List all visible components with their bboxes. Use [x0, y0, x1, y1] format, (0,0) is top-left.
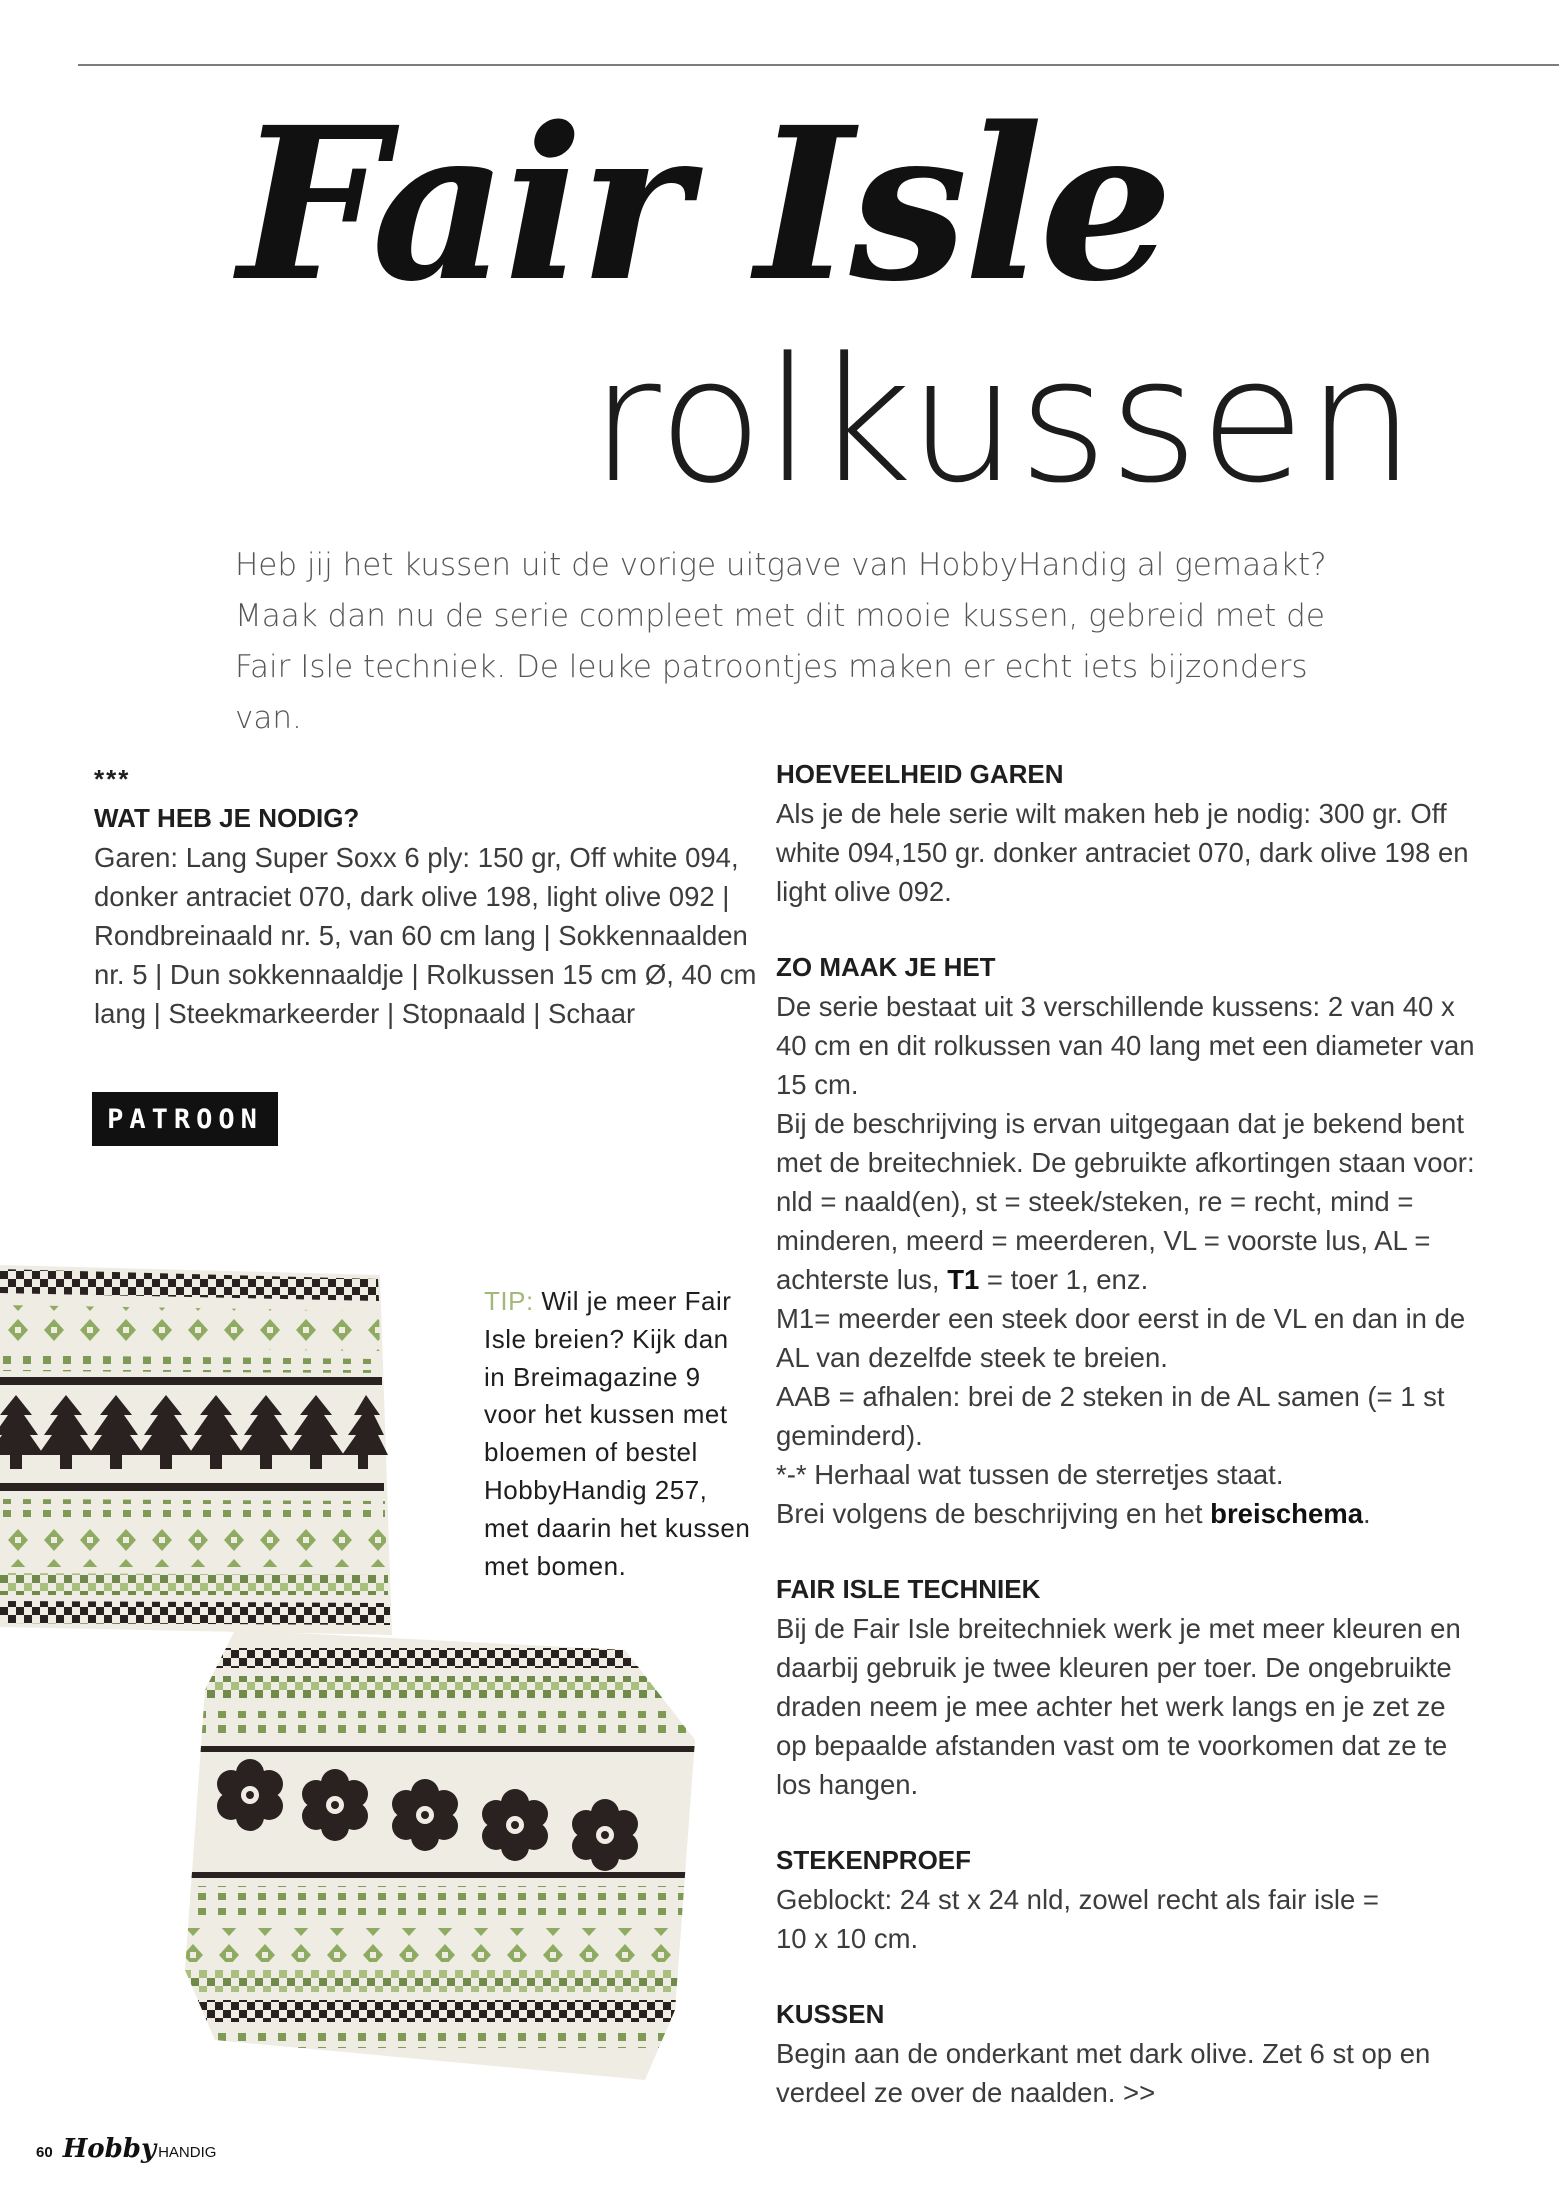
section-kussen	[776, 1995, 1476, 2112]
tip-text: Wil je meer Fair Isle breien? Kijk dan in Breimagazine 9 voor het kussen met bloemen of bestel HobbyHandig 257, met daarin het kussen met bomen.	[484, 1286, 751, 1581]
maak-p4: AAB = afhalen: brei de 2 steken in de AL samen (= 1 st geminderd).	[776, 1381, 1445, 1451]
pillow-flowers-photo	[175, 1610, 705, 2110]
intro-paragraph: Heb jij het kussen uit de vorige uitgave van HobbyHandig al gemaakt? Maak dan nu de serie compleet met dit mooie kussen, gebreid met de Fair Isle techniek. De leuke patroontjes maken er echt iets bijzonders van.	[235, 547, 1327, 736]
maak-p2-text: Bij de beschrijving is ervan uitgegaan dat je bekend bent met de breitechniek. De gebruikte afkortingen staan voor: nld = naald(en), st = steek/steken, re = recht, mind = minderen, meerd = meerderen, VL = voorste lus, AL = achterste lus,	[776, 1108, 1475, 1295]
maak-p2	[776, 1104, 1476, 1299]
page-footer	[36, 2134, 216, 2164]
title-script: Fair Isle	[238, 81, 1170, 328]
title-subtitle: rolkussen	[590, 320, 1417, 521]
maak-p2-end: = toer 1, enz.	[979, 1264, 1149, 1295]
page-number: 60	[36, 2144, 53, 2161]
proef-line1: Geblockt: 24 st x 24 nld, zowel recht als fair isle =	[776, 1884, 1379, 1915]
maak-heading: ZO MAAK JE HET	[776, 952, 996, 982]
maak-p5: *-* Herhaal wat tussen de sterretjes staat.	[776, 1459, 1284, 1490]
garen-heading: HOEVEELHEID GAREN	[776, 759, 1064, 789]
section-zo-maak	[776, 948, 1476, 1533]
brand-logo-script: Hobby	[62, 2134, 157, 2164]
proef-line2: 10 x 10 cm.	[776, 1923, 919, 1954]
brand-logo-small: HANDIG	[158, 2144, 217, 2161]
right-column	[776, 755, 1476, 2149]
difficulty-rating: ***	[94, 764, 131, 794]
kussen-heading: KUSSEN	[776, 1999, 885, 2029]
kussen-text: Begin aan de onderkant met dark olive. Zet 6 st op en verdeel ze over de naalden. >>	[776, 2038, 1431, 2108]
needs-heading: WAT HEB JE NODIG?	[94, 803, 360, 833]
maak-p3: M1= meerder een steek door eerst in de VL en dan in de AL van dezelfde steek te breien.	[776, 1303, 1466, 1373]
pillow-trees-photo	[0, 1255, 400, 1655]
fair-heading: FAIR ISLE TECHNIEK	[776, 1574, 1041, 1604]
top-rule	[78, 64, 1559, 66]
section-garen	[776, 755, 1476, 911]
tip-box	[484, 1283, 754, 1585]
section-stekenproef	[776, 1841, 1476, 1958]
maak-p6	[776, 1494, 1476, 1533]
garen-text: Als je de hele serie wilt maken heb je nodig: 300 gr. Off white 094,150 gr. donker antraciet 070, dark olive 198 en light olive 092.	[776, 798, 1469, 907]
maak-p2-bold: T1	[947, 1264, 980, 1295]
maak-p1: De serie bestaat uit 3 verschillende kussens: 2 van 40 x 40 cm en dit rolkussen van 40 lang met een diameter van 15 cm.	[776, 991, 1475, 1100]
maak-p6-bold: breischema	[1210, 1498, 1364, 1529]
tip-label: TIP:	[484, 1286, 534, 1316]
maak-p6-end: .	[1363, 1498, 1371, 1529]
maak-p6-text: Brei volgens de beschrijving en het	[776, 1498, 1211, 1529]
section-fair-isle	[776, 1570, 1476, 1804]
left-column	[94, 760, 764, 1033]
proef-heading: STEKENPROEF	[776, 1845, 972, 1875]
patroon-label: PATROON	[92, 1092, 278, 1146]
fair-text: Bij de Fair Isle breitechniek werk je met meer kleuren en daarbij gebruik je twee kleuren per toer. De ongebruikte draden neem je mee achter het werk langs en je zet ze op bepaalde afstanden vast om te voorkomen dat ze te los hangen.	[776, 1613, 1461, 1800]
needs-text: Garen: Lang Super Soxx 6 ply: 150 gr, Off white 094, donker antraciet 070, dark olive 198, light olive 092 | Rondbreinaald nr. 5, van 60 cm lang | Sokkennaalden nr. 5 | Dun sokkennaaldje | Rolkussen 15 cm Ø, 40 cm lang | Steekmarkeerder | Stopnaald | Schaar	[94, 842, 757, 1029]
